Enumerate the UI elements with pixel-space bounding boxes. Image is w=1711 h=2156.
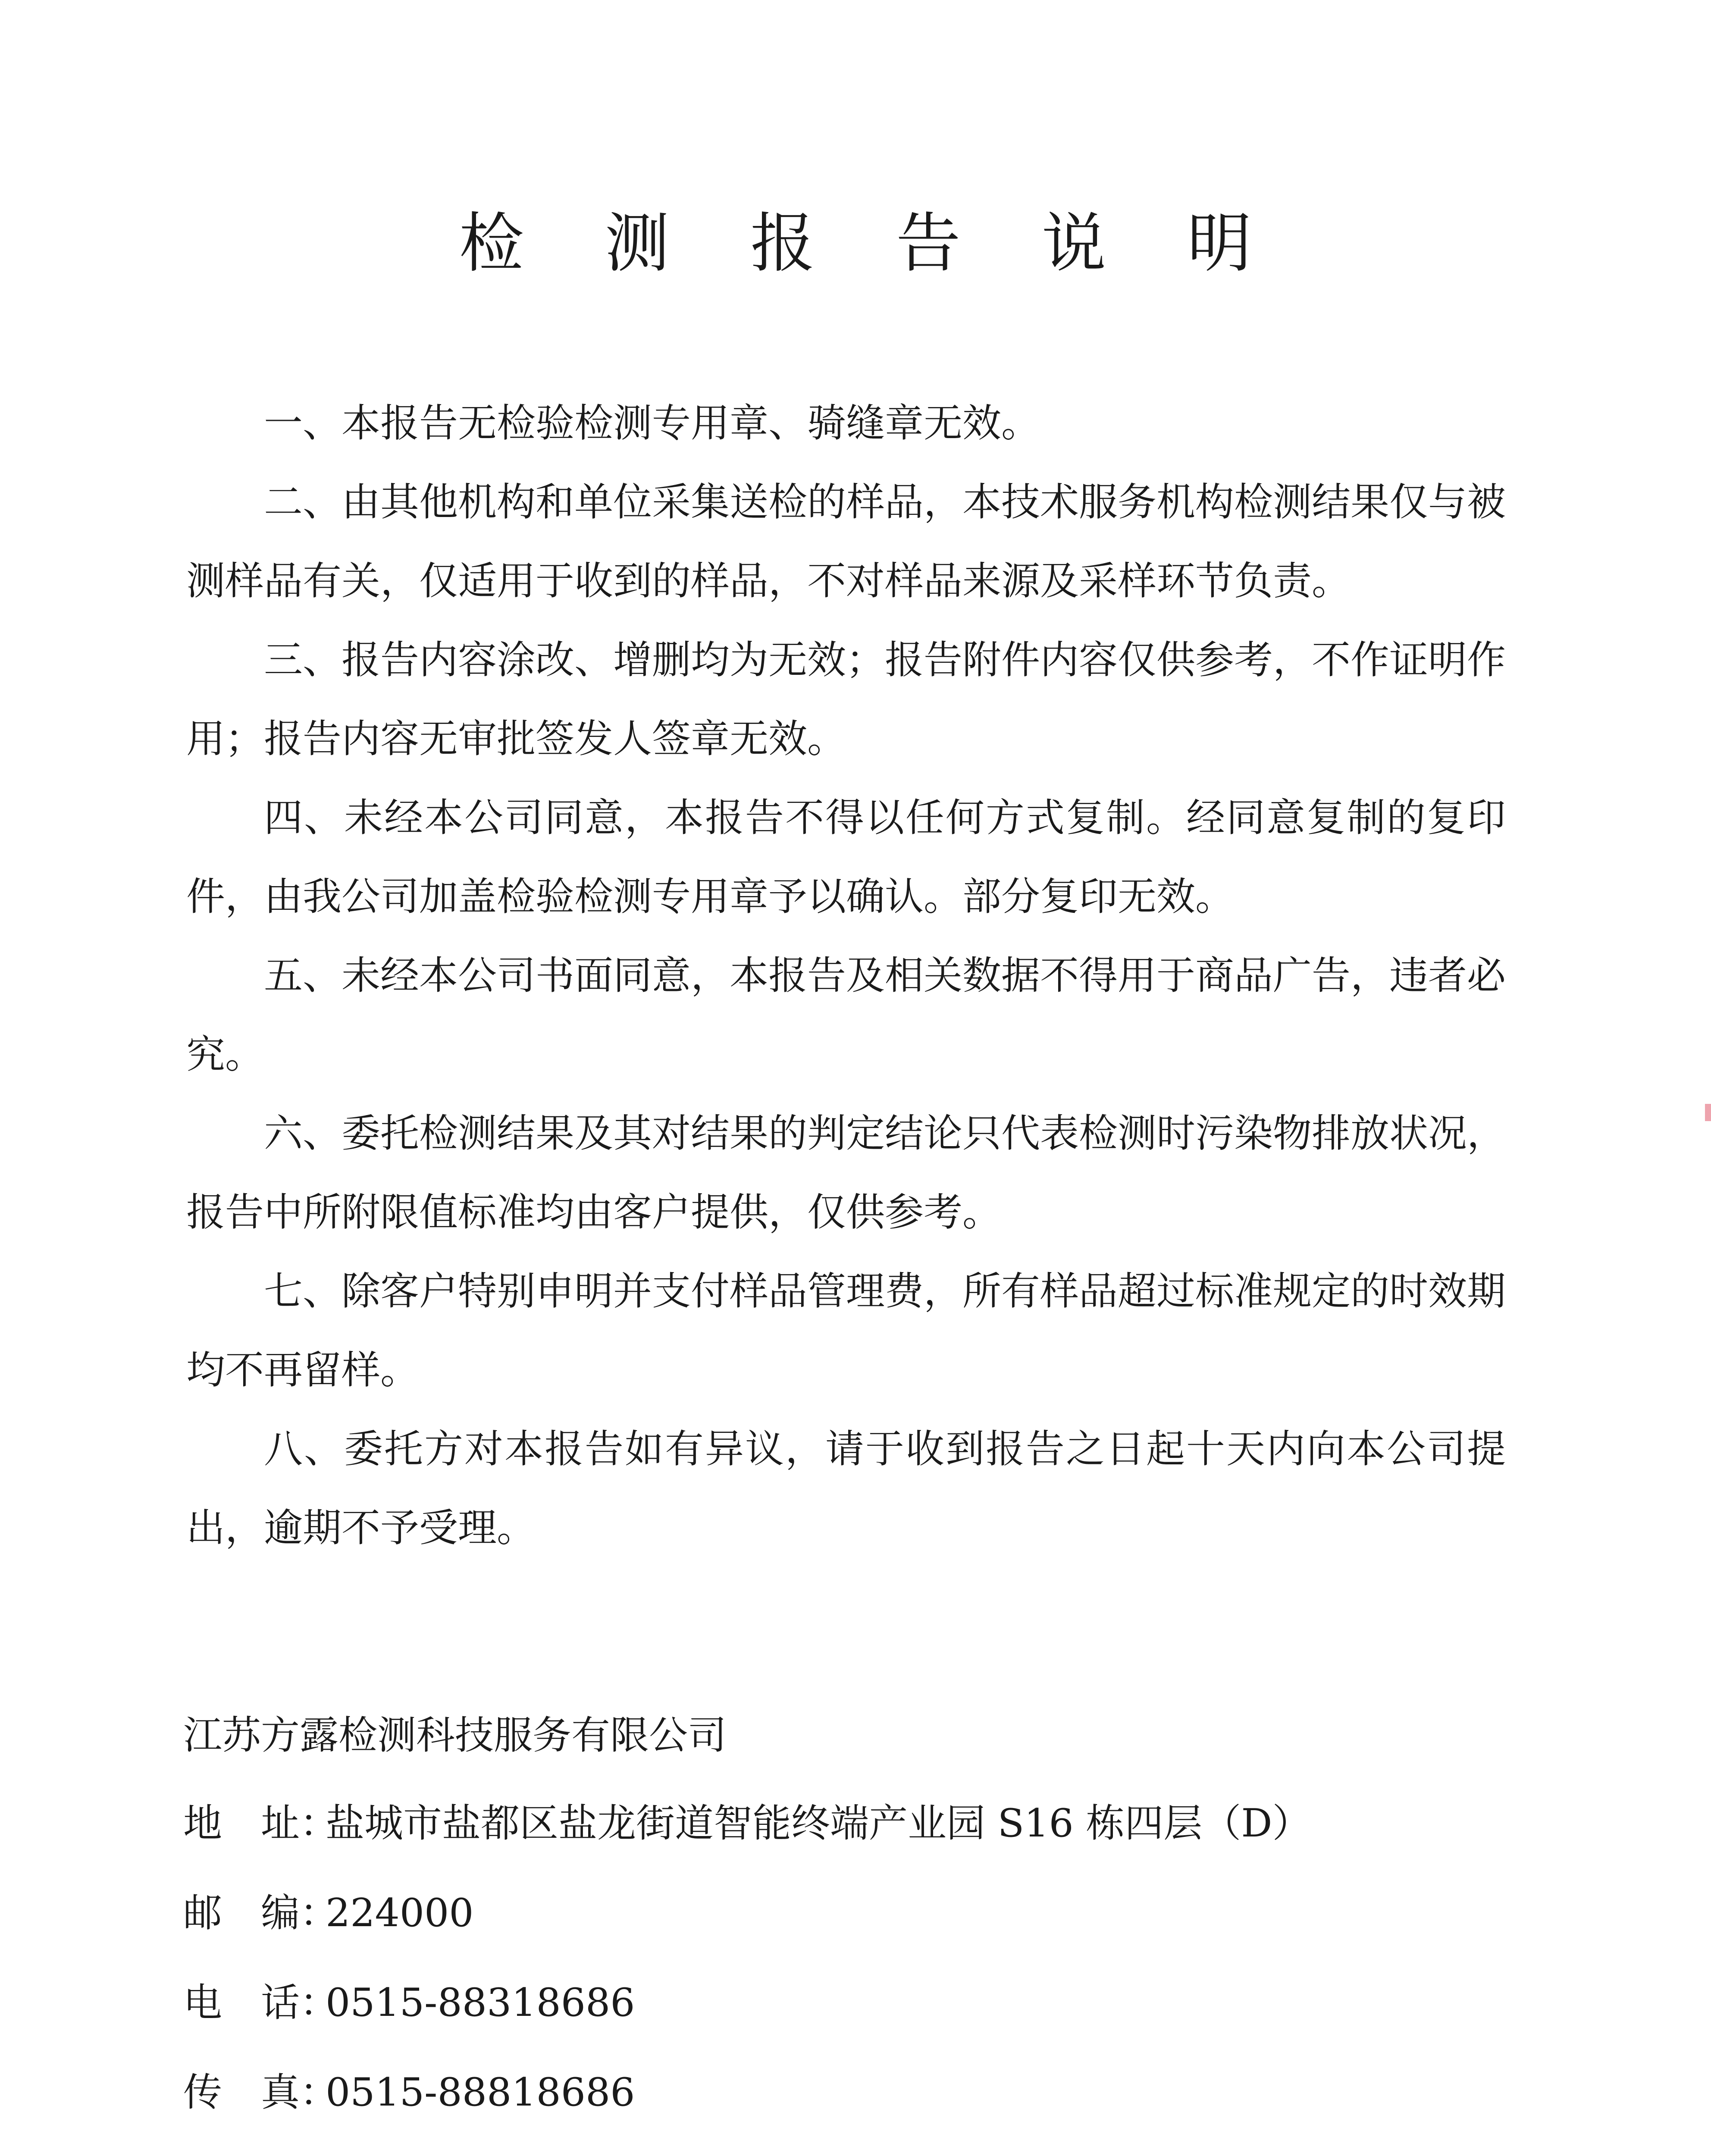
clause-list [186,384,1506,1567]
fax-value: 0515-88818686 [326,2070,635,2115]
postcode-row [183,1892,1563,1935]
clause-8: 八、委托方对本报告如有异议，请于收到报告之日起十天内向本公司提出，逾期不予受理。 [186,1426,1506,1551]
company-info [183,1714,1563,2156]
phone-value: 0515-88318686 [326,1980,635,2025]
fax-label: 传 真： [183,2070,338,2115]
fax-row [183,2071,1563,2114]
postcode-label: 邮 编： [183,1890,338,1936]
phone-label: 电 话： [183,1980,338,2025]
clause-2: 二、由其他机构和单位采集送检的样品，本技术服务机构检测结果仅与被测样品有关，仅适用于收到的样品，不对样品来源及采样环节负责。 [186,479,1506,604]
phone-row [183,1981,1563,2024]
seal-edge-mark [1705,1104,1711,1121]
postcode-value: 224000 [326,1890,474,1936]
clause-5: 五、未经本公司书面同意，本报告及相关数据不得用于商品广告，违者必究。 [186,953,1506,1077]
address-value: 盐城市盐都区盐龙街道智能终端产业园 S16 栋四层（D） [326,1801,1311,1846]
address-row [183,1802,1563,1845]
company-name: 江苏方露检测科技服务有限公司 [183,1713,727,1758]
clause-7: 七、除客户特别申明并支付样品管理费，所有样品超过标准规定的时效期均不再留样。 [186,1269,1506,1393]
clause-4: 四、未经本公司同意，本报告不得以任何方式复制。经同意复制的复印件，由我公司加盖检验检测专用章予以确认。部分复印无效。 [186,795,1506,919]
page-title: 检 测 报 告 说 明 [459,206,1282,281]
clause-6: 六、委托检测结果及其对结果的判定结论只代表检测时污染物排放状况，报告中所附限值标准均由客户提供，仅供参考。 [186,1111,1506,1235]
clause-3: 三、报告内容涂改、增删均为无效；报告附件内容仅供参考，不作证明作用；报告内容无审批签发人签章无效。 [186,637,1506,761]
address-label: 地 址： [183,1801,338,1846]
clause-1: 一、本报告无检验检测专用章、骑缝章无效。 [264,401,1040,446]
